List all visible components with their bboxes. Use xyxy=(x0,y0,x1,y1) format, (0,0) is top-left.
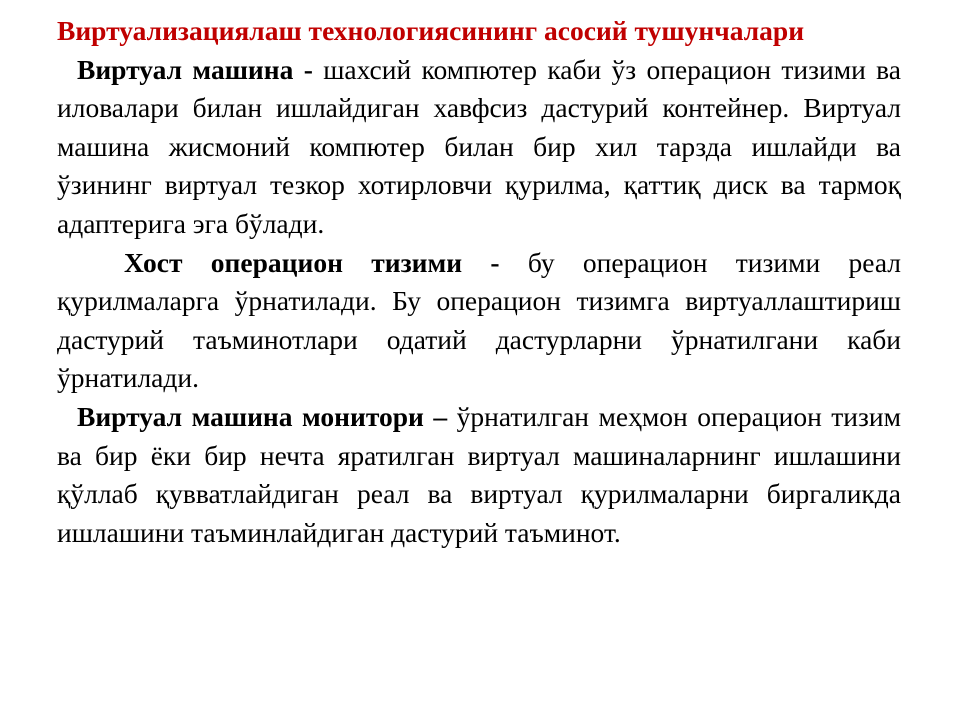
paragraph-host-os xyxy=(57,244,901,398)
slide-heading: Виртуализациялаш технологиясининг асосий тушунчалари xyxy=(57,15,805,46)
slide-content xyxy=(57,12,901,552)
definition-virtual-machine: шахсий компютер каби ўз операцион тизими ва иловалари билан ишлайдиган хавфсиз дастурий контейнер. Виртуал машина жисмоний компютер билан бир хил тарзда ишлайди ва ўзининг виртуал тезкор хотирловчи қурилма, қаттиқ диск ва тармоқ адаптерига эга бўлади. xyxy=(57,53,901,239)
term-host-os: Хост операцион тизими - xyxy=(124,246,500,278)
definition-host-os: бу операцион тизими реал қурилмаларга ўрнатилади. Бу операцион тизимга виртуаллаштириш дастурий таъминотлари одатий дастурларни ўрнатилгани каби ўрнатилади. xyxy=(57,246,902,394)
paragraph-virtual-machine xyxy=(57,51,901,244)
term-vm-monitor: Виртуал машина монитори – xyxy=(77,400,448,432)
definition-vm-monitor: ўрнатилган меҳмон операцион тизим ва бир ёки бир нечта яратилган виртуал машиналарнинг ишлашини қўллаб қувватлайдиган реал ва виртуал қурилмаларни биргаликда ишлашини таъминлайдиган дастурий таъминот. xyxy=(57,400,902,548)
term-virtual-machine: Виртуал машина - xyxy=(77,53,313,85)
paragraph-vm-monitor xyxy=(57,398,901,552)
